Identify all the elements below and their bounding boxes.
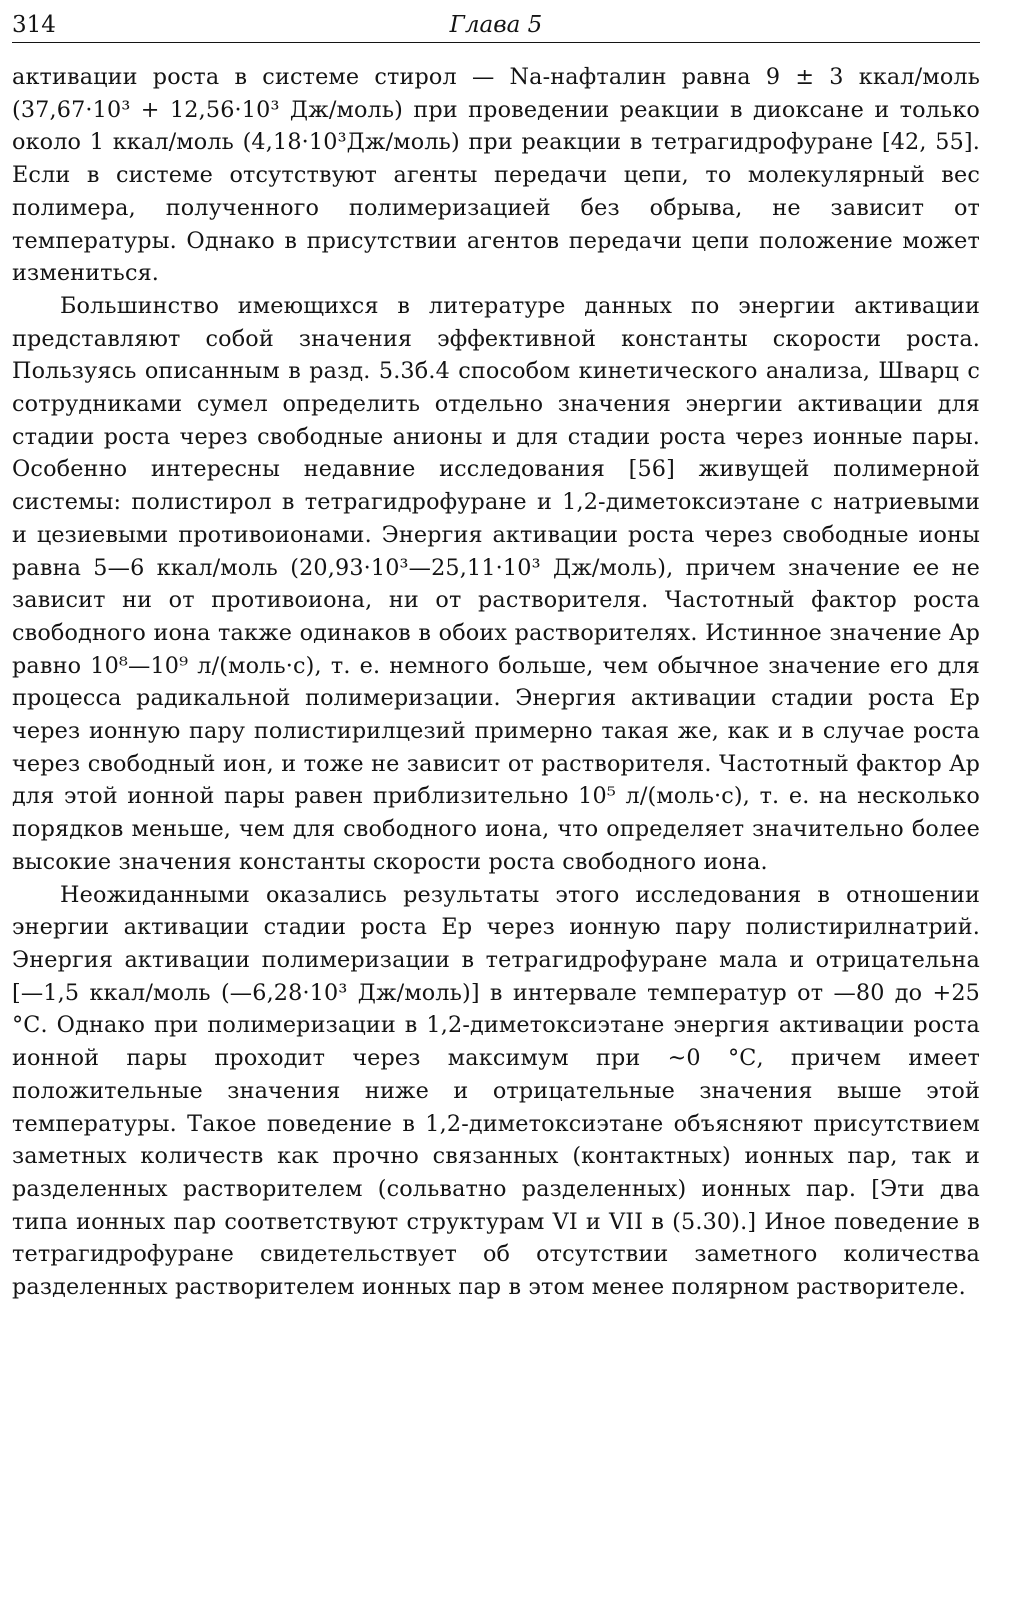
chapter-title: Глава 5 bbox=[449, 12, 543, 38]
paragraph-1: активации роста в системе стирол — Na-нафталин равна 9 ± 3 ккал/моль (37,67·10³ + 12,56·10³ Дж/моль) при проведении реакции в диоксане и только около 1 ккал/моль (4,18·10³Дж/моль) при реакции в тетрагидрофуране [42, 55]. Если в системе отсутствуют агенты передачи цепи, то молекулярный вес полимера, полученного полимеризацией без обрыва, не зависит от температуры. Однако в присутствии агентов передачи цепи положение может измениться. bbox=[12, 64, 980, 287]
page-header bbox=[12, 8, 980, 43]
body-text bbox=[12, 61, 980, 1304]
paragraph-3: Неожиданными оказались результаты этого исследования в отношении энергии активации стадии роста Eр через ионную пару полистирилнатрий. Энергия активации полимеризации в тетрагидрофуране мала и отрицательна [—1,5 ккал/моль (—6,28·10³ Дж/моль)] в интервале температур от —80 до +25 °С. Однако при полимеризации в 1,2-диметоксиэтане энергия активации роста ионной пары проходит через максимум при ~0 °С, причем имеет положительные значения ниже и отрицательные значения выше этой температуры. Такое поведение в 1,2-диметоксиэтане объясняют присутствием заметных количеств как прочно связанных (контактных) ионных пар, так и разделенных растворителем (сольватно разделенных) ионных пар. [Эти два типа ионных пар соответствуют структурам VI и VII в (5.30).] Иное поведение в тетрагидрофуране свидетельствует об отсутствии заметного количества разделенных растворителем ионных пар в этом менее полярном растворителе. bbox=[12, 881, 980, 1301]
paragraph-2: Большинство имеющихся в литературе данных по энергии активации представляют собой значения эффективной константы скорости роста. Пользуясь описанным в разд. 5.3б.4 способом кинетического анализа, Шварц с сотрудниками сумел определить отдельно значения энергии активации для стадии роста через свободные анионы и для стадии роста через ионные пары. Особенно интересны недавние исследования [56] живущей полимерной системы: полистирол в тетрагидрофуране и 1,2-диметоксиэтане с натриевыми и цезиевыми противоионами. Энергия активации роста через свободные ионы равна 5—6 ккал/моль (20,93·10³—25,11·10³ Дж/моль), причем значение ее не зависит ни от противоиона, ни от растворителя. Частотный фактор роста свободного иона также одинаков в обоих растворителях. Истинное значение Aр равно 10⁸—10⁹ л/(моль·с), т. е. немного больше, чем обычное значение его для процесса радикальной полимеризации. Энергия активации стадии роста Eр через ионную пару полистирилцезий примерно такая же, как и в случае роста через свободный ион, и тоже не зависит от растворителя. Частотный фактор Aр для этой ионной пары равен приблизительно 10⁵ л/(моль·с), т. е. на несколько порядков меньше, чем для свободного иона, что определяет значительно более высокие значения константы скорости роста свободного иона. bbox=[12, 292, 980, 875]
book-page bbox=[12, 8, 980, 1304]
page-number: 314 bbox=[12, 12, 56, 38]
